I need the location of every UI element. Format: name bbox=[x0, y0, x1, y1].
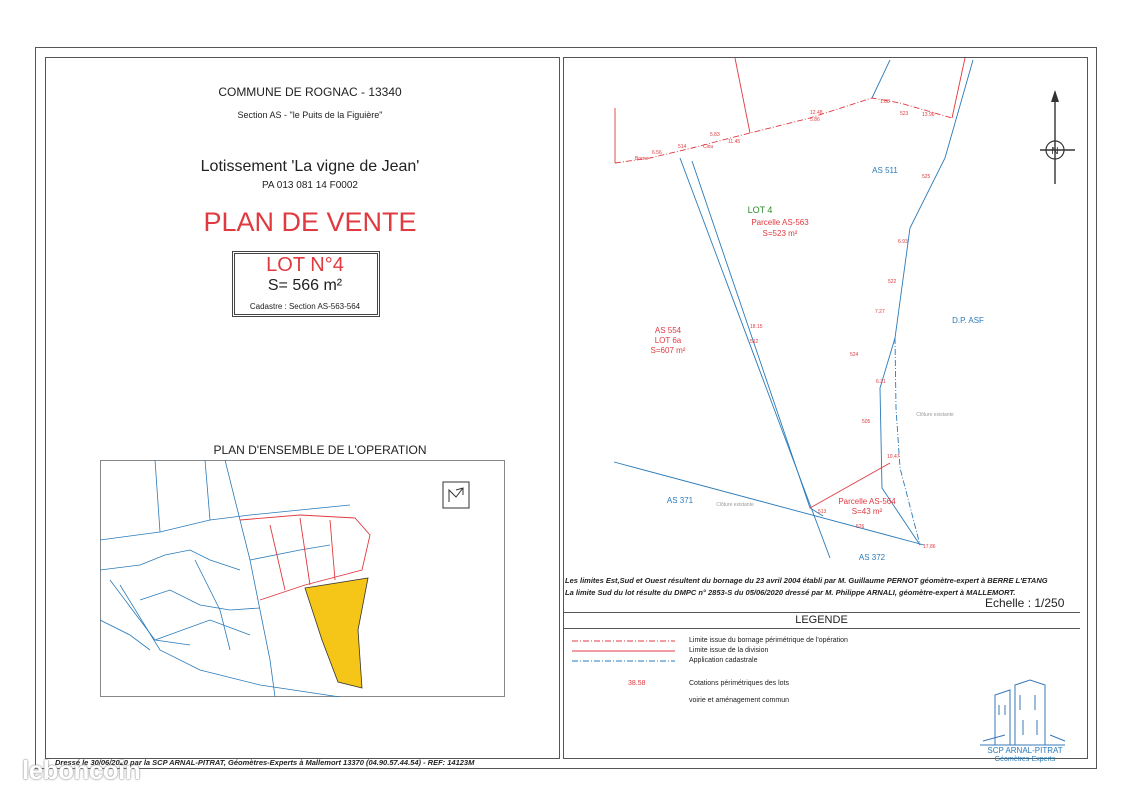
ensemble-map-border bbox=[101, 461, 505, 697]
legend-item-division: Limite issue de la division bbox=[689, 647, 769, 654]
dimension-label: 5.86 bbox=[810, 117, 820, 123]
svg-text:N: N bbox=[1051, 146, 1059, 157]
lot6a-surface: S=607 m² bbox=[650, 346, 686, 355]
logo-line-2: Géomètres-Experts bbox=[994, 756, 1056, 763]
legend-cotation-value: 38.58 bbox=[628, 680, 646, 687]
dimension-label: 514 bbox=[678, 144, 687, 150]
dimension-label: 5.83 bbox=[710, 132, 720, 138]
dimension-label: 505 bbox=[862, 419, 871, 425]
legend-item-bornage: Limite issue du bornage périmétrique de l'opération bbox=[689, 637, 848, 644]
dresse-footer: Dressé le 30/06/2020 par la SCP ARNAL-PITRAT, Géomètres-Experts à Mallemort 13370 (04.90.57.44.54) - REF: 14123M bbox=[55, 758, 475, 767]
dimension-label: 6.56 bbox=[652, 150, 662, 156]
borne-label: Borne bbox=[635, 156, 649, 162]
lotissement-title: Lotissement 'La vigne de Jean' bbox=[200, 158, 420, 175]
dimension-label: 513 bbox=[818, 509, 827, 515]
plan-bornage-lines bbox=[615, 58, 965, 508]
parcel564-surface: S=43 m² bbox=[851, 507, 883, 516]
dimension-label: 11.45 bbox=[728, 139, 741, 145]
ensemble-title: PLAN D'ENSEMBLE DE L'OPERATION bbox=[213, 443, 427, 457]
parcel564-label: Parcelle AS-564 bbox=[838, 497, 896, 506]
dimension-label: 526 bbox=[856, 524, 865, 530]
legend-item-cadastre: Application cadastrale bbox=[689, 657, 758, 664]
dimension-label: 522 bbox=[888, 279, 897, 285]
as371-label: AS 371 bbox=[666, 496, 694, 505]
legend-voirie-label: voirie et aménagement commun bbox=[689, 697, 789, 704]
as554-label: AS 554 bbox=[654, 326, 682, 335]
dp-asf-label: D.P. ASF bbox=[952, 316, 984, 325]
lot-surface: S= 566 m² bbox=[267, 277, 343, 294]
dimension-label: 524 bbox=[850, 352, 859, 358]
dimension-label: 7.27 bbox=[875, 309, 885, 315]
dimension-label: 13.96 bbox=[922, 112, 935, 118]
cadastral-plan bbox=[610, 58, 1030, 573]
dimension-label: 523 bbox=[900, 111, 909, 117]
legend-title-divider bbox=[563, 628, 1080, 629]
legend-swatches bbox=[570, 637, 680, 669]
watermark-logo: leboncoin bbox=[22, 755, 141, 785]
surveyor-logo bbox=[975, 675, 1070, 750]
dimension-label: 525 bbox=[922, 174, 931, 180]
pa-number: PA 013 081 14 F0002 bbox=[261, 180, 358, 191]
legend-title: LEGENDE bbox=[795, 614, 848, 626]
logo-line-1: SCP ARNAL-PITRAT bbox=[987, 746, 1063, 755]
dimension-label: 18.15 bbox=[750, 324, 763, 330]
ensemble-map bbox=[100, 460, 505, 697]
fosse-label: Clôture existante bbox=[916, 412, 954, 418]
north-arrow-icon bbox=[1035, 88, 1080, 188]
as511-label: AS 511 bbox=[872, 166, 898, 175]
dimension-label: 12.48 bbox=[810, 110, 823, 116]
commune-title: COMMUNE DE ROGNAC - 13340 bbox=[218, 85, 402, 99]
scale-label: Echelle : 1/250 bbox=[985, 596, 1065, 610]
lot4-title: LOT 4 bbox=[747, 205, 773, 215]
lot-number: LOT N°4 bbox=[266, 254, 344, 276]
dimension-label: 6.31 bbox=[876, 379, 886, 385]
dimension-label: 6.93 bbox=[898, 239, 908, 245]
clou-label: Clou bbox=[703, 144, 714, 150]
section-label: Section AS - "le Puits de la Figuière" bbox=[237, 110, 383, 120]
legend-cotation-label: Cotations périmétriques des lots bbox=[689, 680, 789, 687]
cadastre-ref: Cadastre : Section AS-563-564 bbox=[249, 302, 361, 311]
fosse-label-2: Clôture existante bbox=[716, 502, 754, 508]
note-line-2: La limite Sud du lot résulte du DMPC n° 2853-S du 05/06/2020 dressé par M. Philippe ARNALI, géomètre-expert à MALLEMORT. bbox=[565, 588, 1016, 597]
plan-cadastre-lines bbox=[614, 60, 973, 558]
dimension-label: 1.88 bbox=[880, 99, 890, 105]
lot4-surface: S=523 m² bbox=[762, 229, 798, 238]
lot6a-label: LOT 6a bbox=[654, 336, 682, 345]
dimension-label: 10.47 bbox=[887, 454, 900, 460]
dimension-label: 512 bbox=[750, 339, 759, 345]
lot4-parcel: Parcelle AS-563 bbox=[751, 218, 809, 227]
dimension-label: 17.86 bbox=[923, 544, 936, 550]
plan-title: PLAN DE VENTE bbox=[203, 207, 417, 237]
as372-label: AS 372 bbox=[858, 553, 886, 562]
note-line-1: Les limites Est,Sud et Ouest résultent du bornage du 23 avril 2004 établi par M. Guillaume PERNOT géomètre-expert à BERRE L'ETANG bbox=[565, 576, 1048, 585]
